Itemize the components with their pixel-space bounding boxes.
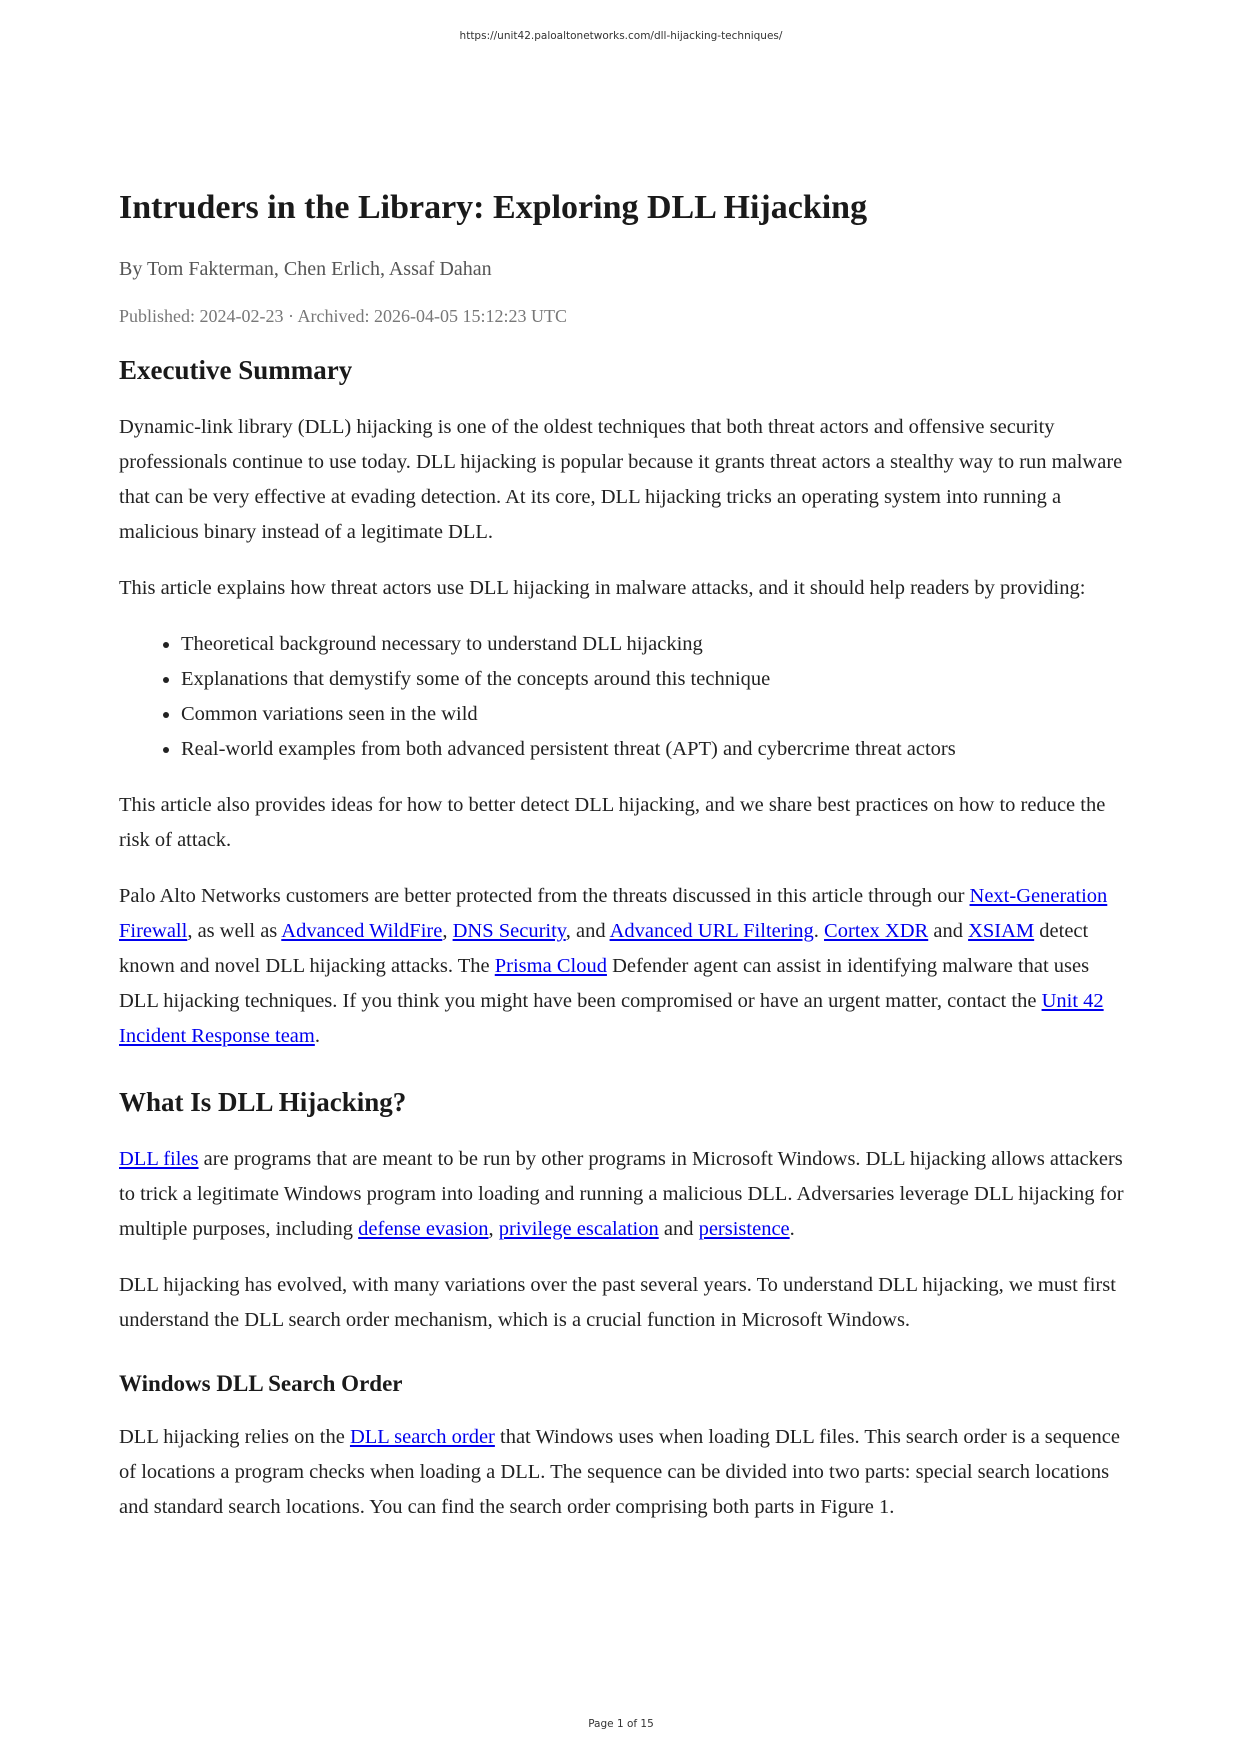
paragraph-protections xyxy=(119,879,1129,1054)
text-segment: , as well as xyxy=(187,920,282,942)
paragraph-dll-files xyxy=(119,1142,1129,1247)
text-segment: DLL hijacking relies on the xyxy=(119,1426,350,1448)
link-dll-search-order[interactable]: DLL search order xyxy=(349,1426,495,1448)
link-advanced-url-filtering[interactable]: Advanced URL Filtering xyxy=(609,920,814,942)
text-segment: . xyxy=(789,1218,795,1240)
list-item: • Common variations seen in the wild xyxy=(181,697,1129,732)
text-segment: . xyxy=(813,920,825,942)
list-item: • Theoretical background necessary to understand DLL hijacking xyxy=(181,627,1129,662)
link-unit-42-incident-response-team[interactable]: Unit 42 Incident Response team xyxy=(119,990,1104,1047)
page-number: Page 1 of 15 xyxy=(588,1718,654,1730)
text-segment: detect known and novel DLL hijacking attacks. The xyxy=(119,920,1089,977)
paragraph: DLL hijacking has evolved, with many variations over the past several years. To understand DLL hijacking, we must first understand the DLL search order mechanism, which is a crucial function in Microsoft Windows. xyxy=(119,1274,1116,1331)
link-dns-security[interactable]: DNS Security xyxy=(452,920,566,942)
link-dll-files[interactable]: DLL files xyxy=(119,1148,199,1170)
bullet-list xyxy=(119,627,1129,767)
byline: By Tom Fakterman, Chen Erlich, Assaf Dahan xyxy=(119,258,492,280)
list-item: • Explanations that demystify some of the concepts around this technique xyxy=(181,662,1129,697)
text-segment: Defender agent can assist in identifying malware that uses DLL hijacking techniques. If you think you might have been compromised or have an urgent matter, contact the xyxy=(119,955,1090,1012)
heading-what-is-dll-hijacking: What Is DLL Hijacking? xyxy=(119,1087,407,1117)
text-segment: and xyxy=(658,1218,699,1240)
publish-meta: Published: 2024-02-23 · Archived: 2026-04-05 15:12:23 UTC xyxy=(119,306,567,326)
link-xsiam[interactable]: XSIAM xyxy=(968,920,1035,942)
article xyxy=(119,186,1129,1546)
link-cortex-xdr[interactable]: Cortex XDR xyxy=(824,920,929,942)
text-segment: . xyxy=(314,1025,320,1047)
link-persistence[interactable]: persistence xyxy=(698,1218,790,1240)
text-segment: and xyxy=(928,920,969,942)
text-segment: , xyxy=(442,920,453,942)
paragraph: This article also provides ideas for how to better detect DLL hijacking, and we share best practices on how to reduce the risk of attack. xyxy=(119,794,1106,851)
text-segment: are programs that are meant to be run by other programs in Microsoft Windows. DLL hijacking allows attackers to trick a legitimate Windows program into loading and running a malicious DLL. Adversaries leverage DLL hijacking for multiple purposes, including xyxy=(119,1148,1124,1240)
list-item: • Real-world examples from both advanced persistent threat (APT) and cybercrime threat actors xyxy=(181,732,1129,767)
text-segment: , xyxy=(488,1218,499,1240)
paragraph: Dynamic-link library (DLL) hijacking is one of the oldest techniques that both threat actors and offensive security professionals continue to use today. DLL hijacking is popular because it grants threat actors a stealthy way to run malware that can be very effective at evading detection. At its core, DLL hijacking tricks an operating system into running a malicious binary instead of a legitimate DLL. xyxy=(119,416,1123,543)
link-privilege-escalation[interactable]: privilege escalation xyxy=(498,1218,659,1240)
text-segment: , and xyxy=(565,920,610,942)
link-next-generation-firewall[interactable]: Next-Generation Firewall xyxy=(119,885,1108,942)
paragraph-search-order xyxy=(119,1420,1129,1525)
text-segment: that Windows uses when loading DLL files. This search order is a sequence of locations a program checks when loading a DLL. The sequence can be divided into two parts: special search locations and standard search locations. You can find the search order comprising both parts in Figure 1. xyxy=(119,1426,1120,1518)
paragraph: This article explains how threat actors use DLL hijacking in malware attacks, and it should help readers by providing: xyxy=(119,577,1086,599)
text-segment: Palo Alto Networks customers are better protected from the threats discussed in this article through our xyxy=(119,885,970,907)
article-title: Intruders in the Library: Exploring DLL Hijacking xyxy=(119,189,868,226)
link-defense-evasion[interactable]: defense evasion xyxy=(358,1218,489,1240)
heading-search-order: Windows DLL Search Order xyxy=(119,1371,403,1396)
heading-executive-summary: Executive Summary xyxy=(119,355,353,385)
page-url: https://unit42.paloaltonetworks.com/dll-hijacking-techniques/ xyxy=(459,30,783,42)
link-advanced-wildfire[interactable]: Advanced WildFire xyxy=(281,920,443,942)
link-prisma-cloud[interactable]: Prisma Cloud xyxy=(494,955,607,977)
